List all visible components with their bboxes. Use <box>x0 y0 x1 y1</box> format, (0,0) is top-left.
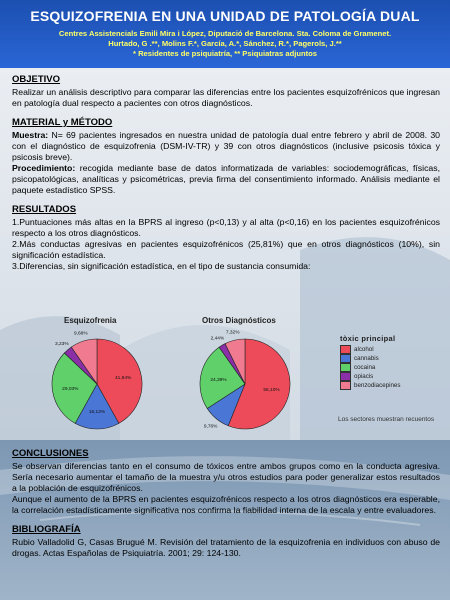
legend-label: cannabis <box>354 355 379 362</box>
muestra-paragraph <box>12 130 440 163</box>
procedimiento-label: Procedimiento: <box>12 163 76 173</box>
resultados-heading: RESULTADOS <box>12 204 77 215</box>
legend-label: cocaina <box>354 364 376 371</box>
pie-label-opiacis: 2,44% <box>210 336 225 342</box>
legend-label: benzodiacepines <box>354 382 401 389</box>
poster-title: ESQUIZOFRENIA EN UNA UNIDAD DE PATOLOGÍA DUAL <box>30 8 420 24</box>
authors-line: Hurtado, G .**, Molins F.*, García, A.*, Sánchez, R.*, Pagerols, J.** <box>108 39 342 48</box>
pie-label-alcohol: 41,94% <box>114 376 132 382</box>
pie-label-benzodiacepines: 7,32% <box>225 330 240 336</box>
objetivo-text: Realizar un análisis descriptivo para comparar las diferencias entre los pacientes esquizofrénicos que ingresan en patología dual respecto a pacientes con otros diagnósticos. <box>12 87 440 108</box>
legend-swatch <box>340 363 351 372</box>
pie-label-cocaína: 24,39% <box>210 377 227 383</box>
pie-charts <box>22 316 440 436</box>
legend <box>340 334 428 426</box>
muestra-text: N= 69 pacientes ingresados en nuestra unidad de patología dual entre febrero y abril de 2008. 30 con el diagnóstico de esquizofrenia (DSM-IV-TR) y 39 con otros diagnósticos (inclusive psicosis tóxica y psicosis breve). <box>12 130 440 162</box>
legend-item-alcohol <box>340 345 428 354</box>
legend-item-cocaina <box>340 363 428 372</box>
muestra-label: Muestra: <box>12 130 49 140</box>
pie-label-opiacis: 3,23% <box>55 342 69 348</box>
chart-title-otros: Otros Diagnósticos <box>202 316 276 325</box>
resultado-3: 3.Diferencias, sin significación estadística, en el tipo de sustancia consumida: <box>12 261 311 271</box>
chart-title-esquizofrenia: Esquizofrenia <box>64 316 117 325</box>
roles-line: * Residentes de psiquiatría, ** Psiquiatras adjuntos <box>133 49 317 58</box>
objetivo-heading: OBJETIVO <box>12 74 61 85</box>
material-heading: MATERIAL y MÉTODO <box>12 117 113 128</box>
legend-swatch <box>340 372 351 381</box>
poster-body <box>12 70 440 272</box>
chart-note: Los sectores muestran recuentos <box>338 416 435 423</box>
procedimiento-paragraph <box>12 163 440 196</box>
pie-label-cannabis: 16,13% <box>88 410 106 415</box>
resultado-1: 1.Puntuaciones más altas en la BPRS al ingreso (p<0,13) y al alta (p<0,16) en los pacientes esquizofrénicos respecto a los otros diagnósticos. <box>12 217 440 238</box>
pie-label-cannabis: 9,76% <box>203 424 218 430</box>
legend-label: opiacis <box>354 373 374 380</box>
poster-body-lower <box>12 444 440 559</box>
conclusiones-text-2: Aunque el aumento de la BPRS en pacientes esquizofrénicos respecto a los otros diagnósticos era esperable, la correlación estadísticamente significativa nos confirma la fiabilidad interna de la escala y entre evaluadores. <box>12 494 440 515</box>
legend-item-benzodiacepines <box>340 381 428 390</box>
legend-swatch <box>340 381 351 390</box>
pie-chart-esquizofrenia <box>22 326 172 436</box>
pie-label-cocaína: 29,03% <box>62 387 79 393</box>
pie-label-alcohol: 56,10% <box>263 388 280 394</box>
conclusiones-text-1: Se observan diferencias tanto en el consumo de tóxicos entre ambos grupos como en la conducta agresiva. Sería necesario aumentar el tamaño de la muestra y/u otros estudios para poder generalizar estos resultados a la población de esquizofrénicos. <box>12 461 440 493</box>
bibliografia-heading: BIBLIOGRAFÍA <box>12 524 81 535</box>
legend-item-opiacis <box>340 372 428 381</box>
affiliation-line: Centres Assistencials Emili Mira i López, Diputació de Barcelona. Sta. Coloma de Gramenet. <box>58 29 392 38</box>
bibliografia-text: Rubio Valladolid G, Casas Brugué M. Revisión del tratamiento de la esquizofrenia en individuos con abuso de drogas. Actas Españolas de Psiquiatría. 2001; 29: 124-130. <box>12 537 440 558</box>
header <box>0 0 450 68</box>
pie-label-benzodiacepines: 9,68% <box>74 331 88 337</box>
pie-chart-otros <box>170 326 320 436</box>
conclusiones-heading: CONCLUSIONES <box>12 448 89 459</box>
legend-label: alcohol <box>354 346 374 353</box>
legend-swatch <box>340 345 351 354</box>
procedimiento-text: recogida mediante base de datos informatizada de variables: sociodemográficas, físicas, psicopatológicas, analíticas y psicométricas, previa firma del consentimiento informado. Análisis mediante el paquete estadístico SPSS. <box>12 163 440 195</box>
legend-item-cannabis <box>340 354 428 363</box>
legend-swatch <box>340 354 351 363</box>
legend-title: tòxic principal <box>340 334 396 343</box>
resultado-2: 2.Más conductas agresivas en pacientes esquizofrénicos (25,81%) que en otros diagnósticos (10%), sin significación estadística. <box>12 239 440 260</box>
